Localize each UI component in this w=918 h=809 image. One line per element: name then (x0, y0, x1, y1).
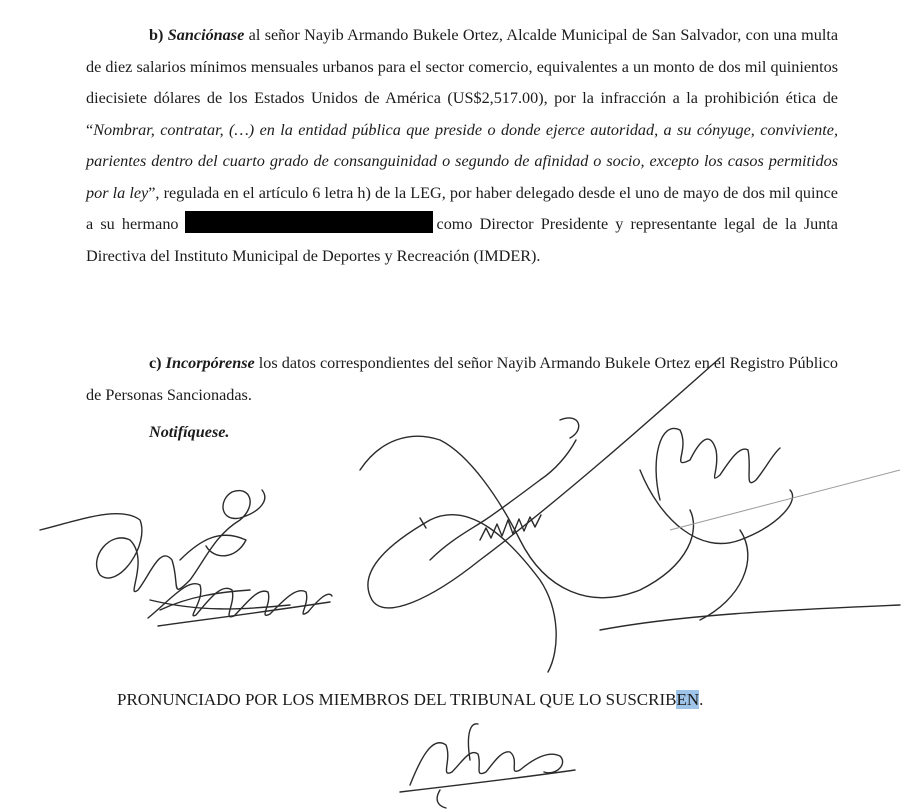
lead-word-b: Sanciónase (167, 26, 245, 44)
selected-text-highlight[interactable]: EN (676, 690, 700, 709)
signature-4 (600, 428, 900, 630)
paragraph-c-text: los datos correspondientes del señor Nayib Armando Bukele Ortez en el Registro Público de Personas Sancionadas. (86, 354, 839, 404)
signature-1 (40, 490, 290, 609)
item-label-b: b) (149, 26, 164, 44)
signature-5 (400, 724, 575, 808)
paragraph-b-text-1: al señor Nayib Armando Bukele Ortez, Alcalde Municipal de San Salvador, con una multa de diez salarios mínimos mensuales urbanos para el sector comercio, equivalentes a un monto de dos mil quinientos diecisiete dólares de los Estados Unidos de América (US$2,517.00), por la infracción a la prohibición ética de “ (86, 26, 839, 139)
item-label-c: c) (149, 354, 162, 372)
notify-heading: Notifíquese. (149, 423, 230, 441)
paragraph-b-text-3: como Director Presidente y representante legal de la Junta Directiva del Instituto Municipal de Deportes y Recreación (IMDER). (86, 215, 838, 265)
lead-word-c: Incorpórense (165, 354, 255, 372)
pronounced-statement (117, 690, 817, 710)
pronounced-period: . (699, 690, 704, 709)
pronounced-text: PRONUNCIADO POR LOS MIEMBROS DEL TRIBUNAL QUE LO SUSCRIB (117, 690, 677, 709)
paragraph-b-text-2: ”, regulada en el artículo 6 letra h) de la LEG, por haber delegado desde el uno de mayo de dos mil quince a su hermano (86, 183, 838, 233)
ethical-prohibition-quote: Nombrar, contratar, (…) en la entidad pública que preside o donde ejerce autoridad, a su cónyuge, conviviente, parientes dentro del cuarto grado de consanguinidad o segundo de afinidad o socio, excepto los casos permitidos por la ley (86, 120, 838, 202)
